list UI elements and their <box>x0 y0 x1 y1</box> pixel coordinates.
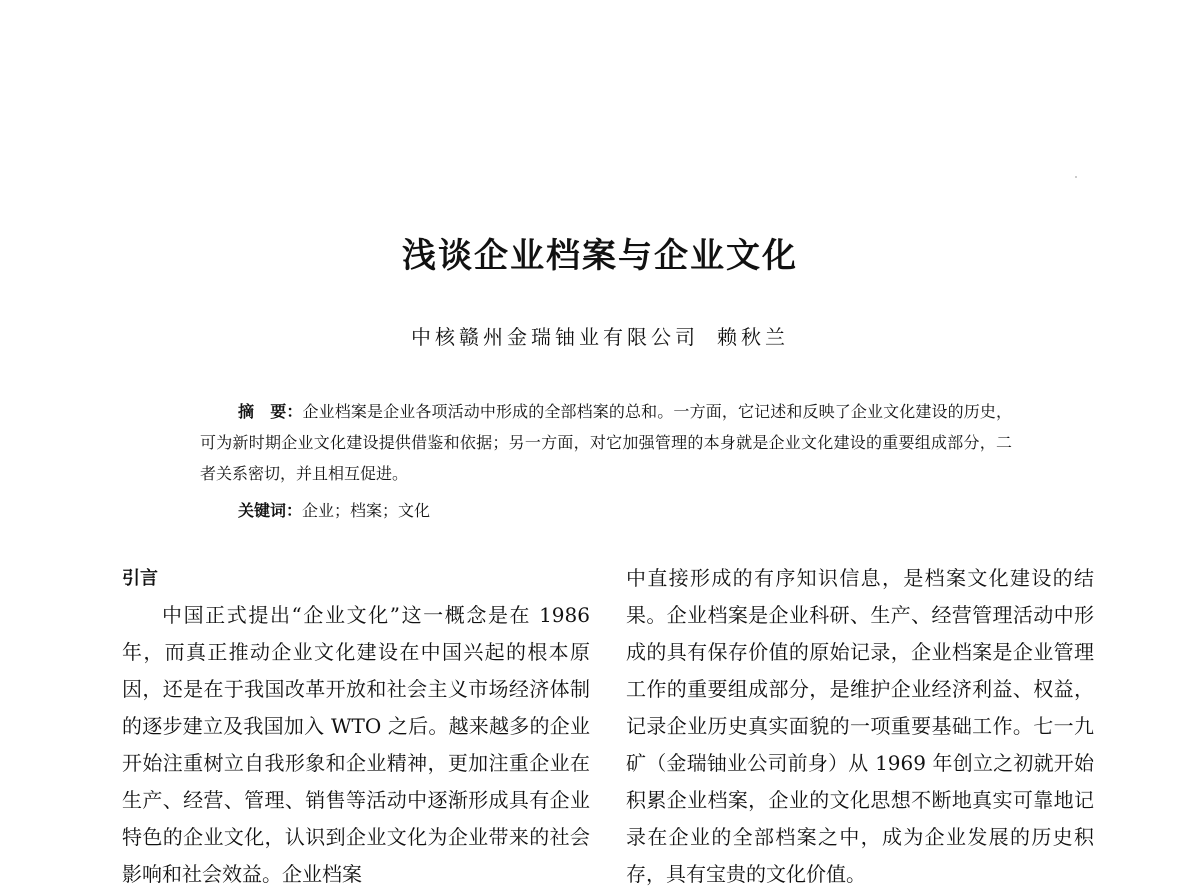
abstract <box>200 396 1012 489</box>
affiliation: 中核赣州金瑞铀业有限公司 <box>411 325 699 349</box>
byline <box>0 322 1200 352</box>
author-name: 赖秋兰 <box>717 325 789 349</box>
scan-speck <box>1075 176 1077 178</box>
keywords <box>238 496 430 526</box>
keywords-text: 企业；档案；文化 <box>302 501 431 520</box>
section-heading: 引言 <box>122 568 158 589</box>
abstract-text: 企业档案是企业各项活动中形成的全部档案的总和。一方面，它记述和反映了企业文化建设的历史，可为新时期企业文化建设提供借鉴和依据；另一方面，对它加强管理的本身就是企业文化建设的重要组成部分，二者关系密切，并且相互促进。 <box>200 402 1012 483</box>
body-column-left <box>122 560 590 893</box>
abstract-label: 摘 要： <box>238 402 303 421</box>
paragraph-right: 中直接形成的有序知识信息，是档案文化建设的结果。企业档案是企业科研、生产、经营管理活动中形成的具有保存价值的原始记录，企业档案是企业管理工作的重要组成部分，是维护企业经济利益、权益，记录企业历史真实面貌的一项重要基础工作。七一九矿（金瑞铀业公司前身）从 1969 年创立之初就开始积累企业档案，企业的文化思想不断地真实可靠地记录在企业的全部档案之中，成为企业发展的历史积存，具有宝贵的文化价值。 <box>626 566 1094 886</box>
body-column-right <box>626 560 1094 893</box>
keywords-label: 关键词： <box>238 501 303 520</box>
paragraph-left: 中国正式提出“企业文化”这一概念是在 1986 年，而真正推动企业文化建设在中国兴起的根本原因，还是在于我国改革开放和社会主义市场经济体制的逐步建立及我国加入 WTO 之后。越来越多的企业开始注重树立自我形象和企业精神，更加注重企业在生产、经营、管理、销售等活动中逐渐形成具有企业特色的企业文化，认识到企业文化为企业带来的社会影响和社会效益。企业档案 <box>122 603 590 886</box>
article-title: 浅谈企业档案与企业文化 <box>402 236 798 276</box>
